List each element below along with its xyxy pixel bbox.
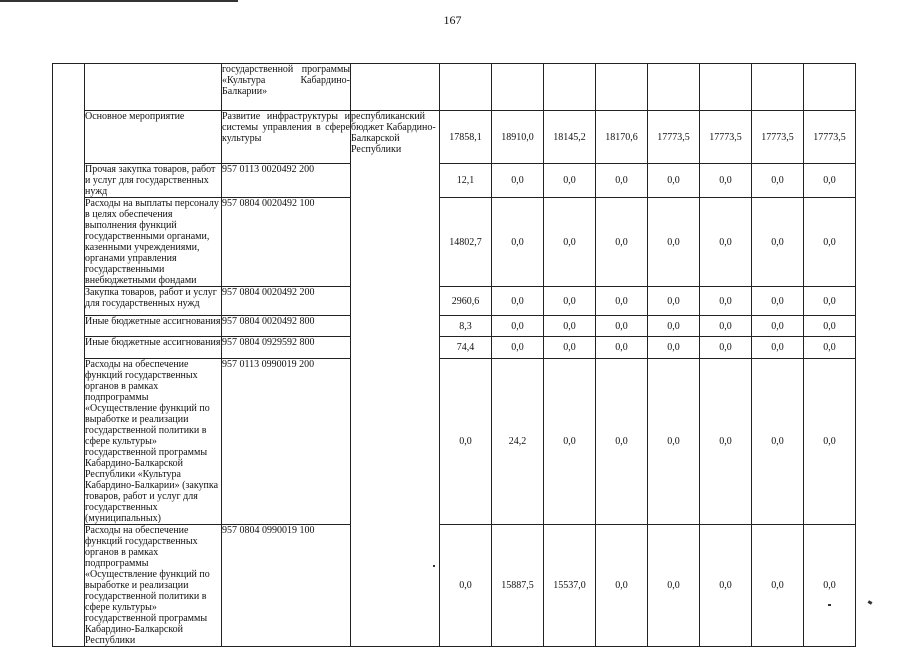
table-row: [53, 64, 856, 111]
row-description: Прочая закупка товаров, работ и услуг для государственных нужд: [85, 164, 222, 198]
source-cell: [351, 64, 440, 111]
value-cell: 14802,7: [440, 198, 492, 287]
value-cell: 0,0: [544, 316, 596, 337]
page-number: 167: [443, 13, 462, 27]
row-description: Иные бюджетные ассигнования: [85, 337, 222, 359]
budget-code: 957 0804 0020492 100: [222, 198, 351, 287]
row-description: Расходы на выплаты персоналу в целях обеспечения выполнения функций государственными органами, казенными учреждениями, органами управления государственными внебюджетными фондами: [85, 198, 222, 287]
value-cell: 0,0: [492, 337, 544, 359]
table-row: [53, 316, 856, 337]
value-cell: 17773,5: [752, 111, 804, 164]
value-cell: 0,0: [648, 287, 700, 316]
table-row: [53, 337, 856, 359]
value-cell: [700, 64, 752, 111]
table-row: [53, 359, 856, 525]
row-description: Основное мероприятие: [85, 111, 222, 164]
value-cell: 0,0: [596, 359, 648, 525]
value-cell: 15537,0: [544, 525, 596, 647]
value-cell: 0,0: [648, 525, 700, 647]
value-cell: 0,0: [700, 316, 752, 337]
value-cell: 0,0: [752, 337, 804, 359]
budget-code: 957 0113 0020492 200: [222, 164, 351, 198]
value-cell: 0,0: [648, 316, 700, 337]
program-cell: государственной программы «Культура Кабардино-Балкарии»: [222, 64, 351, 111]
value-cell: 17773,5: [700, 111, 752, 164]
desc-cell: [85, 64, 222, 111]
budget-code: 957 0804 0929592 800: [222, 337, 351, 359]
value-cell: 0,0: [440, 359, 492, 525]
program-name: Развитие инфраструктуры и системы управления в сфере культуры: [222, 111, 351, 164]
funding-source: республиканский бюджет Кабардино-Балкарской Республики: [351, 111, 440, 647]
value-cell: 17773,5: [648, 111, 700, 164]
budget-code: 957 0804 0020492 200: [222, 287, 351, 316]
table-row: [53, 287, 856, 316]
value-cell: 0,0: [752, 359, 804, 525]
value-cell: [648, 64, 700, 111]
value-cell: 0,0: [596, 287, 648, 316]
value-cell: 0,0: [492, 198, 544, 287]
value-cell: 0,0: [596, 337, 648, 359]
row-description: Закупка товаров, работ и услуг для государственных нужд: [85, 287, 222, 316]
value-cell: [596, 64, 648, 111]
value-cell: 0,0: [700, 198, 752, 287]
value-cell: 0,0: [492, 316, 544, 337]
value-cell: 0,0: [648, 337, 700, 359]
budget-table: [52, 63, 856, 647]
value-cell: 0,0: [596, 525, 648, 647]
value-cell: 0,0: [492, 287, 544, 316]
value-cell: 18910,0: [492, 111, 544, 164]
row-description: Иные бюджетные ассигнования: [85, 316, 222, 337]
row-description: Расходы на обеспечение функций государственных органов в рамках подпрограммы «Осуществление функций по выработке и реализации государственной политики в сфере культуры» государственной программы Кабардино-Балкарской Республики: [85, 525, 222, 647]
value-cell: 0,0: [648, 359, 700, 525]
margin-cell: [53, 64, 85, 647]
value-cell: 0,0: [804, 525, 856, 647]
value-cell: 0,0: [752, 198, 804, 287]
value-cell: 0,0: [700, 287, 752, 316]
value-cell: 17773,5: [804, 111, 856, 164]
value-cell: 0,0: [544, 287, 596, 316]
table-row: [53, 111, 856, 164]
value-cell: 0,0: [596, 198, 648, 287]
value-cell: 0,0: [804, 337, 856, 359]
scan-speck: [868, 600, 873, 605]
scan-speck: [433, 565, 435, 567]
value-cell: 12,1: [440, 164, 492, 198]
value-cell: 24,2: [492, 359, 544, 525]
value-cell: 0,0: [804, 316, 856, 337]
value-cell: 0,0: [804, 164, 856, 198]
value-cell: 2960,6: [440, 287, 492, 316]
top-rule: [0, 0, 238, 2]
value-cell: 0,0: [752, 525, 804, 647]
table-row: [53, 198, 856, 287]
value-cell: 0,0: [804, 198, 856, 287]
value-cell: [752, 64, 804, 111]
value-cell: 0,0: [648, 164, 700, 198]
value-cell: 8,3: [440, 316, 492, 337]
value-cell: [544, 64, 596, 111]
value-cell: 0,0: [596, 316, 648, 337]
value-cell: 0,0: [700, 164, 752, 198]
scan-speck: [828, 604, 831, 606]
value-cell: 0,0: [752, 287, 804, 316]
value-cell: [440, 64, 492, 111]
value-cell: 0,0: [492, 164, 544, 198]
value-cell: [804, 64, 856, 111]
table-row: [53, 525, 856, 647]
value-cell: 74,4: [440, 337, 492, 359]
value-cell: 0,0: [752, 164, 804, 198]
value-cell: 0,0: [596, 164, 648, 198]
value-cell: 0,0: [544, 164, 596, 198]
value-cell: 17858,1: [440, 111, 492, 164]
table-row: [53, 164, 856, 198]
value-cell: 0,0: [700, 337, 752, 359]
budget-code: 957 0804 0020492 800: [222, 316, 351, 337]
row-description: Расходы на обеспечение функций государственных органов в рамках подпрограммы «Осуществление функций по выработке и реализации государственной политики в сфере культуры» государственной программы Кабардино-Балкарской Республики «Культура Кабардино-Балкарии» (закупка товаров, работ и услуг для государственных (муниципальных): [85, 359, 222, 525]
value-cell: 0,0: [648, 198, 700, 287]
value-cell: 18145,2: [544, 111, 596, 164]
value-cell: 0,0: [752, 316, 804, 337]
value-cell: 0,0: [804, 359, 856, 525]
value-cell: 0,0: [804, 287, 856, 316]
budget-code: 957 0113 0990019 200: [222, 359, 351, 525]
value-cell: 0,0: [700, 525, 752, 647]
value-cell: 15887,5: [492, 525, 544, 647]
value-cell: 18170,6: [596, 111, 648, 164]
value-cell: 0,0: [544, 359, 596, 525]
budget-code: 957 0804 0990019 100: [222, 525, 351, 647]
value-cell: 0,0: [544, 337, 596, 359]
value-cell: 0,0: [544, 198, 596, 287]
value-cell: [492, 64, 544, 111]
value-cell: 0,0: [700, 359, 752, 525]
value-cell: 0,0: [440, 525, 492, 647]
